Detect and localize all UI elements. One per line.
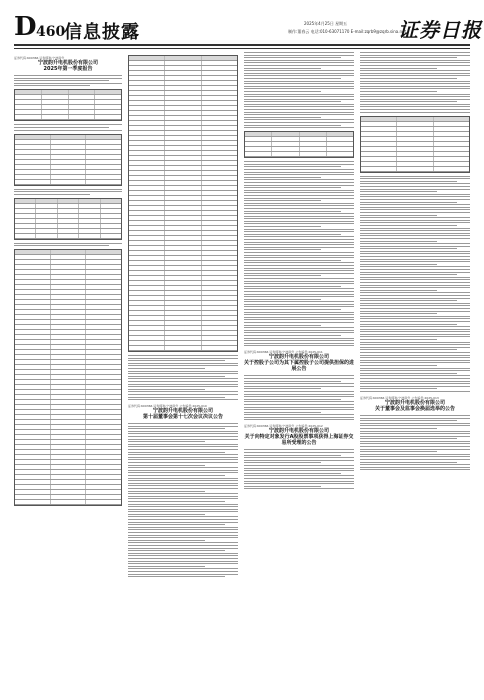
notice-board-resolution [128,404,238,420]
text-block [244,161,354,346]
notice-company: 宁波韵升电机股份有限公司 [268,428,329,435]
text-block [360,176,470,392]
notice-company: 宁波韵升电机股份有限公司 [268,354,329,361]
notice-title: 关于控股子公司为其下属控股子公司提供担保的进展公告 [244,360,354,373]
column-4 [360,52,470,692]
notice-company: 宁波韵升电机股份有限公司 [152,408,213,415]
notice-title: 关于董事会及监事会换届选举的公告 [374,405,455,412]
data-table [14,89,122,121]
notice-title: 2025年第一季度报告 [43,66,93,72]
column-3 [244,52,354,692]
text-block [128,423,238,577]
notice-code: 证券代码:600366 证券简称:宁波韵升 公告编号:2025-012 [244,424,323,429]
dateline: 2025年4月25日 星期五 [304,21,348,26]
data-table [14,134,122,186]
header-rule-thin [14,48,470,49]
notice-code: 证券代码:600366 证券简称:宁波韵升 公告编号:2025-010 [128,404,207,409]
notice-share-issuance [244,424,354,446]
page-code: D [14,12,36,42]
masthead-logo: 证券日报 [398,18,482,42]
notice-title: 第十届董事会第十七次会议决议公告 [142,414,223,421]
notice-guarantee [244,350,354,372]
notice-code: 证券代码:600366 证券简称:宁波韵升 公告编号:2025-011 [244,350,323,355]
data-table [14,249,122,506]
data-table [360,116,470,173]
text-block [14,124,122,130]
text-block [14,189,122,195]
notice-quarterly-report [14,56,122,72]
notice-company: 宁波韵升电机股份有限公司 [37,60,98,66]
text-block [14,243,122,247]
editor-line: 制作:董春云 电话:010-63071170 E-mail:zqrb9@zqrb.sina.net [288,29,407,34]
page-number: 460 [36,24,66,40]
section-title: 信息披露 [64,22,140,43]
text-block [360,415,470,470]
text-block [128,355,238,400]
data-table [14,198,122,240]
notice-code: 证券代码:600366 证券简称:宁波韵升 [14,56,65,60]
text-block [244,52,354,128]
text-block [244,375,354,420]
text-block [244,449,354,489]
column-1 [14,52,122,692]
notice-code: 证券代码:600366 证券简称:宁波韵升 公告编号:2025-013 [360,395,439,400]
notice-title: 关于向特定对象发行A股股票事项获得上海证券交易所受理的公告 [244,434,354,447]
notice-board-election [360,396,470,412]
header-rule [14,44,470,46]
column-2 [128,52,238,692]
text-block [14,75,122,86]
notice-company: 宁波韵升电机股份有限公司 [384,399,445,406]
text-block [360,52,470,113]
data-table [128,55,238,352]
page-header [0,0,484,44]
data-table [244,131,354,158]
